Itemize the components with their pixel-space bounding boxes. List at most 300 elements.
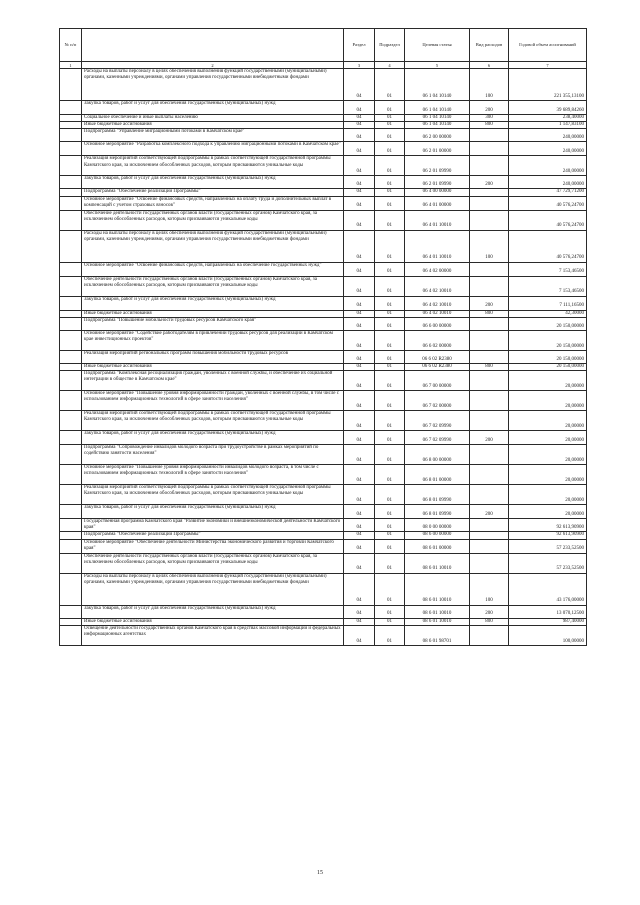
row-amount: 7 111,16500 [509,296,587,310]
row-subsection: 01 [375,196,405,210]
table-row [60,296,587,310]
row-expense-type [470,445,509,465]
row-name: Основное мероприятие "Повышение уровня информированности граждан, уволенных с военной службы, в том числе с использованием информационных технологий в сфере занятости населения" [82,391,344,411]
table-row [60,69,587,101]
row-name: Основное мероприятие "Содействие работодателям в привлечении трудовых ресурсов для реализации в Камчатском крае инвестиционных проектов" [82,330,344,350]
header-subsection: Подраздел [375,29,405,62]
row-target-article: 06 6 02 R2380 [405,350,470,363]
row-target-article: 06 1 04 10140 [405,69,470,101]
row-target-article: 06 6 02 00000 [405,330,470,350]
table-row [60,156,587,176]
row-target-article: 06 2 00 00000 [405,129,470,142]
row-subsection: 01 [375,230,405,262]
row-number-cell [60,391,82,411]
row-number-cell [60,618,82,625]
column-number: 3 [344,62,375,69]
row-subsection: 01 [375,350,405,363]
row-expense-type [470,330,509,350]
row-name: Расходы на выплаты персоналу в целях обеспечения выполнения функций государственными (муниципальными) органами, казенными учреждениями, органами управления государственными внебюджетными фондами [82,230,344,262]
row-expense-type [470,519,509,532]
row-subsection: 01 [375,391,405,411]
row-target-article: 06 4 01 10010 [405,230,470,262]
page-number: 15 [317,870,323,876]
row-number-cell [60,276,82,296]
row-subsection: 01 [375,210,405,230]
row-target-article: 06 1 04 10140 [405,122,470,129]
row-subsection: 01 [375,122,405,129]
row-number-cell [60,553,82,573]
row-subsection: 01 [375,625,405,645]
table-row [60,189,587,196]
row-section: 04 [344,465,375,485]
row-amount: 43 176,00000 [509,573,587,605]
row-amount: 221 355,13100 [509,69,587,101]
row-subsection: 01 [375,330,405,350]
row-number-cell [60,539,82,553]
row-target-article: 08 6 01 10010 [405,573,470,605]
row-expense-type: 100 [470,69,509,101]
row-subsection: 01 [375,156,405,176]
row-number-cell [60,431,82,445]
row-name: Иные бюджетные ассигнования [82,618,344,625]
table-row [60,210,587,230]
row-number-cell [60,465,82,485]
row-expense-type: 800 [470,363,509,370]
column-number: 7 [509,62,587,69]
row-name: Основное мероприятие "Освоение финансовых средств, направленных на оплату труда и дополнительных выплат в компенсаций с учетом страховых взносов" [82,196,344,210]
column-number: 5 [405,62,470,69]
row-amount: 40 576,24700 [509,230,587,262]
table-row [60,176,587,189]
row-section: 04 [344,371,375,391]
row-name: Основное мероприятие "Повышение уровня информированности инвалидов молодого возраста, в том числе с использованием информационных технологий в сфере занятости населения" [82,465,344,485]
row-amount: 20,00000 [509,411,587,431]
row-target-article: 08 6 01 10010 [405,618,470,625]
header-target-article: Целевая статья [405,29,470,62]
row-section: 04 [344,519,375,532]
row-section: 04 [344,189,375,196]
table-row [60,371,587,391]
row-target-article: 08 6 01 98701 [405,625,470,645]
row-expense-type [470,350,509,363]
row-expense-type [470,210,509,230]
row-subsection: 01 [375,262,405,276]
row-amount: 20 150,00000 [509,330,587,350]
row-number-cell [60,350,82,363]
table-row [60,230,587,262]
table-row [60,625,587,645]
row-number-cell [60,445,82,465]
row-name: Освещение деятельности государственных органов Камчатского края в средствах массовой информации и федеральных информационных агентствах [82,625,344,645]
row-subsection: 01 [375,317,405,330]
row-number-cell [60,519,82,532]
row-target-article: 06 8 01 09990 [405,485,470,505]
row-number-cell [60,262,82,276]
table-row [60,310,587,317]
row-expense-type [470,189,509,196]
row-expense-type: 200 [470,431,509,445]
row-name: Основное мероприятие "Освоение финансовых средств, направленных на обеспечение государственных нужд" [82,262,344,276]
row-expense-type [470,317,509,330]
row-target-article: 06 4 02 00000 [405,262,470,276]
table-row [60,330,587,350]
row-section: 04 [344,445,375,465]
row-number-cell [60,605,82,618]
row-target-article: 06 7 00 00000 [405,371,470,391]
budget-allocation-table [59,28,587,646]
column-number: 4 [375,62,405,69]
table-row [60,445,587,465]
row-expense-type [470,276,509,296]
row-target-article: 06 4 01 00000 [405,196,470,210]
row-number-cell [60,142,82,156]
row-number-cell [60,122,82,129]
row-name: Реализация мероприятий соответствующей подпрограммы в рамках соответствующей государственной программы Камчатского края, за исключением обособленных расходов, которым присваиваются уникальные коды [82,485,344,505]
row-amount: 39 689,84260 [509,101,587,115]
row-amount: 240,00000 [509,156,587,176]
table-row [60,115,587,122]
row-expense-type [470,156,509,176]
row-name: Закупка товаров, работ и услуг для обеспечения государственных (муниципальных) нужд [82,505,344,519]
row-number-cell [60,573,82,605]
row-subsection: 01 [375,176,405,189]
row-subsection: 01 [375,276,405,296]
column-number: 1 [60,62,82,69]
column-number: 2 [82,62,344,69]
row-section: 04 [344,350,375,363]
row-target-article: 06 7 02 09990 [405,411,470,431]
table-row [60,363,587,370]
table-row [60,101,587,115]
row-amount: 1 147,83100 [509,122,587,129]
row-name: Закупка товаров, работ и услуг для обеспечения государственных (муниципальных) нужд [82,605,344,618]
row-expense-type: 800 [470,122,509,129]
row-name: Закупка товаров, работ и услуг для обеспечения государственных (муниципальных) нужд [82,101,344,115]
row-amount: 40 576,24700 [509,210,587,230]
row-section: 04 [344,411,375,431]
row-subsection: 01 [375,69,405,101]
row-expense-type: 200 [470,296,509,310]
row-name: Обеспечение деятельности государственных органов власти (государственных органов) Камчатского края, за исключением обособленных расходов, которым присваиваются уникальные коды [82,210,344,230]
row-subsection: 01 [375,618,405,625]
row-target-article: 06 2 01 09990 [405,176,470,189]
row-target-article: 08 6 01 10010 [405,553,470,573]
row-number-cell [60,230,82,262]
row-name: Подпрограмма "Обеспечение реализации Программы" [82,189,344,196]
row-name: Подпрограмма "Комплексная ресоциализация граждан, уволенных с военной службы, и обеспечение их социальной интеграции в обществе в Камчатском крае" [82,371,344,391]
row-expense-type [470,553,509,573]
row-amount: 20 150,00000 [509,317,587,330]
row-expense-type [470,485,509,505]
row-section: 04 [344,317,375,330]
row-number-cell [60,176,82,189]
row-subsection: 01 [375,553,405,573]
row-section: 04 [344,142,375,156]
row-subsection: 01 [375,101,405,115]
row-amount: 240,00000 [509,129,587,142]
table-row [60,431,587,445]
row-expense-type [470,129,509,142]
row-name: Подпрограмма "Обеспечение реализации Программы" [82,532,344,539]
row-expense-type: 100 [470,230,509,262]
row-name: Подпрограмма "Управление миграционными потоками в Камчатском крае" [82,129,344,142]
row-amount: 7 153,46500 [509,262,587,276]
row-target-article: 06 4 02 10010 [405,276,470,296]
row-number-cell [60,101,82,115]
table-row [60,605,587,618]
row-name: Обеспечение деятельности государственных органов власти (государственных органов) Камчатского края, за исключением обособленных расходов, которым присваиваются уникальные коды [82,553,344,573]
header-expense-type: Вид расходов [470,29,509,62]
row-target-article: 06 8 01 09990 [405,505,470,519]
row-target-article: 06 4 01 10010 [405,210,470,230]
row-section: 04 [344,196,375,210]
row-number-cell [60,532,82,539]
row-subsection: 01 [375,296,405,310]
row-target-article: 08 6 00 00000 [405,532,470,539]
table-row [60,317,587,330]
table-row [60,505,587,519]
row-section: 04 [344,363,375,370]
row-name: Государственная программа Камчатского края "Развитие экономики и внешнеэкономической деятельности Камчатского края" [82,519,344,532]
row-amount: 92 613,90900 [509,532,587,539]
row-amount: 240,00000 [509,142,587,156]
row-number-cell [60,505,82,519]
row-subsection: 01 [375,605,405,618]
table-row [60,465,587,485]
row-number-cell [60,129,82,142]
row-number-cell [60,189,82,196]
row-expense-type: 300 [470,115,509,122]
row-name: Реализация мероприятий региональных программ повышения мобильности трудовых ресурсов [82,350,344,363]
row-amount: 20,00000 [509,465,587,485]
row-name: Основное мероприятие "Обеспечение деятельности Министерства экономического развития и торговли Камчатского края" [82,539,344,553]
row-subsection: 01 [375,505,405,519]
row-subsection: 01 [375,129,405,142]
table-row [60,276,587,296]
row-number-cell [60,485,82,505]
column-number-row [60,62,587,69]
row-number-cell [60,310,82,317]
table-header-row [60,29,587,62]
row-number-cell [60,363,82,370]
row-subsection: 01 [375,189,405,196]
row-number-cell [60,196,82,210]
row-name: Иные бюджетные ассигнования [82,122,344,129]
row-amount: 47 729,71200 [509,189,587,196]
table-row [60,391,587,411]
row-section: 04 [344,485,375,505]
row-expense-type [470,196,509,210]
row-section: 04 [344,296,375,310]
row-subsection: 01 [375,363,405,370]
row-name: Иные бюджетные ассигнования [82,363,344,370]
table-body [60,69,587,646]
column-number: 6 [470,62,509,69]
table-row [60,129,587,142]
row-name: Иные бюджетные ассигнования [82,310,344,317]
table-row [60,262,587,276]
row-expense-type: 200 [470,605,509,618]
row-expense-type: 800 [470,310,509,317]
row-name: Реализация мероприятий соответствующей подпрограммы в рамках соответствующей государственной программы Камчатского края, за исключением обособленных расходов, которым присваиваются уникальные коды [82,156,344,176]
row-expense-type: 200 [470,176,509,189]
row-expense-type [470,391,509,411]
row-expense-type: 200 [470,505,509,519]
row-number-cell [60,156,82,176]
row-subsection: 01 [375,539,405,553]
table-row [60,485,587,505]
row-target-article: 06 8 01 00000 [405,465,470,485]
row-amount: 92 613,90900 [509,519,587,532]
row-target-article: 06 1 04 10140 [405,115,470,122]
row-target-article: 06 8 00 00000 [405,445,470,465]
row-section: 04 [344,330,375,350]
row-name: Подпрограмма "Повышение мобильности трудовых ресурсов Камчатского края" [82,317,344,330]
row-subsection: 01 [375,573,405,605]
row-name: Расходы на выплаты персоналу в целях обеспечения выполнения функций государственными (муниципальными) органами, казенными учреждениями, органами управления государственными внебюджетными фондами [82,573,344,605]
row-number-cell [60,625,82,645]
row-number-cell [60,371,82,391]
row-subsection: 01 [375,310,405,317]
row-expense-type: 200 [470,101,509,115]
row-subsection: 01 [375,519,405,532]
row-amount: 20,00000 [509,391,587,411]
row-expense-type [470,411,509,431]
row-expense-type [470,465,509,485]
row-section: 04 [344,262,375,276]
table-row [60,519,587,532]
row-target-article: 08 6 01 00000 [405,539,470,553]
row-amount: 20,00000 [509,505,587,519]
row-subsection: 01 [375,485,405,505]
row-amount: 42,30000 [509,310,587,317]
row-target-article: 06 4 02 10010 [405,310,470,317]
row-amount: 20,00000 [509,371,587,391]
row-section: 04 [344,553,375,573]
table-row [60,142,587,156]
row-name: Обеспечение деятельности государственных органов власти (государственных органов) Камчатского края, за исключением обособленных расходов, которым присваиваются уникальные коды [82,276,344,296]
row-number-cell [60,115,82,122]
row-subsection: 01 [375,445,405,465]
row-name: Подпрограмма "Сопровождение инвалидов молодого возраста при трудоустройстве в рамках мероприятий по содействию занятости населения" [82,445,344,465]
row-number-cell [60,330,82,350]
row-number-cell [60,210,82,230]
row-name: Реализация мероприятий соответствующей подпрограммы в рамках соответствующей государственной программы Камчатского края, за исключением обособленных расходов, которым присваиваются уникальные коды [82,411,344,431]
row-section: 04 [344,539,375,553]
row-name: Основное мероприятие "Разработка комплексного подхода к управлению миграционными потоками в Камчатском крае" [82,142,344,156]
row-target-article: 06 4 02 10010 [405,296,470,310]
table-row [60,539,587,553]
row-subsection: 01 [375,371,405,391]
row-number-cell [60,69,82,101]
row-name: Закупка товаров, работ и услуг для обеспечения государственных (муниципальных) нужд [82,176,344,189]
row-target-article: 06 2 01 09990 [405,156,470,176]
row-expense-type [470,539,509,553]
row-amount: 13 070,12500 [509,605,587,618]
row-section: 04 [344,122,375,129]
row-subsection: 01 [375,115,405,122]
row-name: Закупка товаров, работ и услуг для обеспечения государственных (муниципальных) нужд [82,296,344,310]
row-amount: 987,40000 [509,618,587,625]
header-name [82,29,344,62]
row-expense-type: 800 [470,618,509,625]
row-expense-type [470,262,509,276]
row-section: 04 [344,276,375,296]
row-amount: 238,40000 [509,115,587,122]
row-number-cell [60,411,82,431]
row-section: 04 [344,573,375,605]
header-number: № п/п [60,29,82,62]
row-subsection: 01 [375,431,405,445]
header-annual-amount: Годовой объем ассигнований [509,29,587,62]
row-subsection: 01 [375,411,405,431]
table-row [60,618,587,625]
row-section: 04 [344,210,375,230]
row-target-article: 06 2 01 00000 [405,142,470,156]
table-row [60,196,587,210]
table-row [60,553,587,573]
row-section: 04 [344,230,375,262]
row-section: 04 [344,310,375,317]
row-section: 04 [344,129,375,142]
row-amount: 240,00000 [509,176,587,189]
row-amount: 57 233,52500 [509,539,587,553]
row-amount: 7 153,46500 [509,276,587,296]
row-section: 04 [344,505,375,519]
row-section: 04 [344,618,375,625]
row-section: 04 [344,115,375,122]
row-section: 04 [344,431,375,445]
row-amount: 20,00000 [509,431,587,445]
row-name: Закупка товаров, работ и услуг для обеспечения государственных (муниципальных) нужд [82,431,344,445]
row-section: 04 [344,605,375,618]
row-target-article: 06 7 02 09990 [405,431,470,445]
row-amount: 20,00000 [509,445,587,465]
row-name: Социальное обеспечение и иные выплаты населению [82,115,344,122]
row-target-article: 08 6 01 10010 [405,605,470,618]
row-target-article: 06 6 02 R2380 [405,363,470,370]
row-section: 04 [344,625,375,645]
row-target-article: 08 0 00 00000 [405,519,470,532]
row-section: 04 [344,156,375,176]
table-row [60,350,587,363]
table-row [60,411,587,431]
row-name: Расходы на выплаты персоналу в целях обеспечения выполнения функций государственными (муниципальными) органами, казенными учреждениями, органами управления государственными внебюджетными фондами [82,69,344,101]
row-subsection: 01 [375,142,405,156]
row-section: 04 [344,176,375,189]
row-expense-type [470,625,509,645]
row-amount: 20 150,00000 [509,350,587,363]
row-section: 04 [344,391,375,411]
row-target-article: 06 6 00 00000 [405,317,470,330]
row-expense-type [470,371,509,391]
row-number-cell [60,317,82,330]
table-row [60,573,587,605]
row-target-article: 06 1 04 10140 [405,101,470,115]
row-expense-type [470,532,509,539]
row-section: 04 [344,101,375,115]
row-section: 04 [344,532,375,539]
row-number-cell [60,296,82,310]
row-amount: 20,00000 [509,485,587,505]
row-amount: 57 233,52500 [509,553,587,573]
row-amount: 100,00000 [509,625,587,645]
row-subsection: 01 [375,465,405,485]
table-row [60,122,587,129]
row-expense-type: 100 [470,573,509,605]
header-section: Раздел [344,29,375,62]
row-amount: 40 576,24700 [509,196,587,210]
